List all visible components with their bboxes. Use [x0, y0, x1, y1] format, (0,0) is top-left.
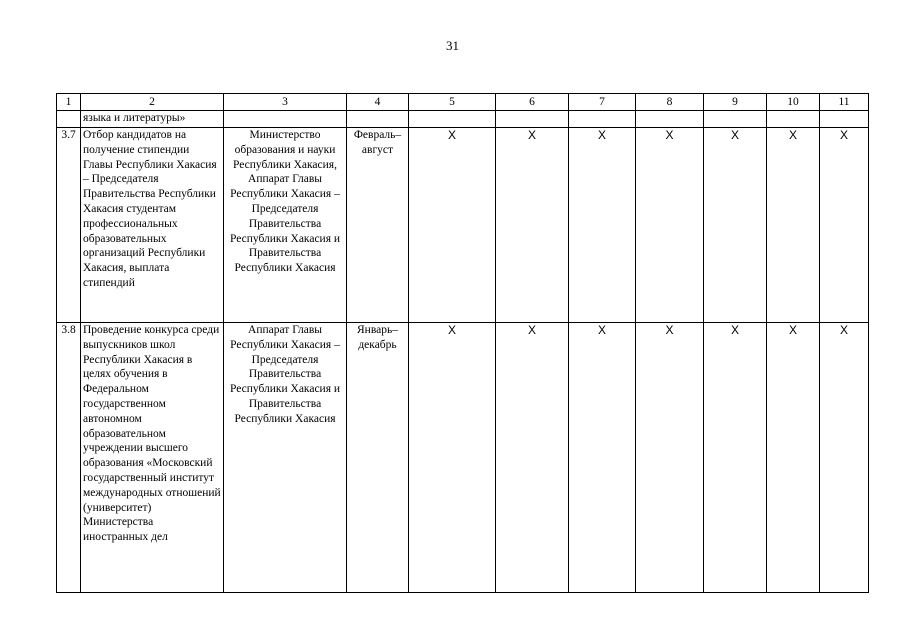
term-cell: Февраль–август [347, 128, 409, 323]
column-header: 9 [704, 94, 767, 111]
table-row [57, 128, 869, 323]
row-number-cell [57, 111, 81, 128]
plan-table [56, 93, 869, 593]
column-header: 6 [496, 94, 569, 111]
mark-cell: Х [820, 128, 869, 323]
empty-cell [704, 111, 767, 128]
column-header: 3 [224, 94, 347, 111]
column-header: 8 [636, 94, 704, 111]
responsible-cell: Министерство образования и науки Республики Хакасия, Аппарат Главы Республики Хакасия – Председателя Правительства Республики Хакасия и Правительства Республики Хакасия [224, 128, 347, 323]
term-cell: Январь–декабрь [347, 323, 409, 593]
measure-cell: Проведение конкурса среди выпускников школ Республики Хакасия в целях обучения в Федеральном государственном автономном образовательном учреждении высшего образования «Московский государственный институт международных отношений (университет) Министерства иностранных дел [81, 323, 224, 593]
mark-cell: Х [496, 323, 569, 593]
empty-cell [347, 111, 409, 128]
mark-cell: Х [767, 323, 820, 593]
table-header-row [57, 94, 869, 111]
responsible-cell: Аппарат Главы Республики Хакасия – Председателя Правительства Республики Хакасия и Правительства Республики Хакасия [224, 323, 347, 593]
empty-cell [636, 111, 704, 128]
column-header: 10 [767, 94, 820, 111]
mark-cell: Х [496, 128, 569, 323]
empty-cell [496, 111, 569, 128]
mark-cell: Х [767, 128, 820, 323]
column-header: 1 [57, 94, 81, 111]
column-header: 5 [409, 94, 496, 111]
continuation-row [57, 111, 869, 128]
mark-cell: Х [704, 128, 767, 323]
mark-cell: Х [820, 323, 869, 593]
page-number: 31 [446, 38, 459, 53]
empty-cell [569, 111, 636, 128]
empty-cell [409, 111, 496, 128]
table-row [57, 323, 869, 593]
empty-cell [767, 111, 820, 128]
mark-cell: Х [569, 323, 636, 593]
column-header: 2 [81, 94, 224, 111]
mark-cell: Х [409, 323, 496, 593]
mark-cell: Х [704, 323, 767, 593]
column-header: 7 [569, 94, 636, 111]
measure-cell: языка и литературы» [81, 111, 224, 128]
mark-cell: Х [636, 128, 704, 323]
empty-cell [820, 111, 869, 128]
mark-cell: Х [636, 323, 704, 593]
measure-cell: Отбор кандидатов на получение стипендии Главы Республики Хакасия – Председателя Правительства Республики Хакасия студентам профессиональных образовательных организаций Республики Хакасия, выплата стипендий [81, 128, 224, 323]
mark-cell: Х [409, 128, 496, 323]
row-number-cell: 3.8 [57, 323, 81, 593]
row-number-cell: 3.7 [57, 128, 81, 323]
empty-cell [224, 111, 347, 128]
column-header: 11 [820, 94, 869, 111]
column-header: 4 [347, 94, 409, 111]
mark-cell: Х [569, 128, 636, 323]
